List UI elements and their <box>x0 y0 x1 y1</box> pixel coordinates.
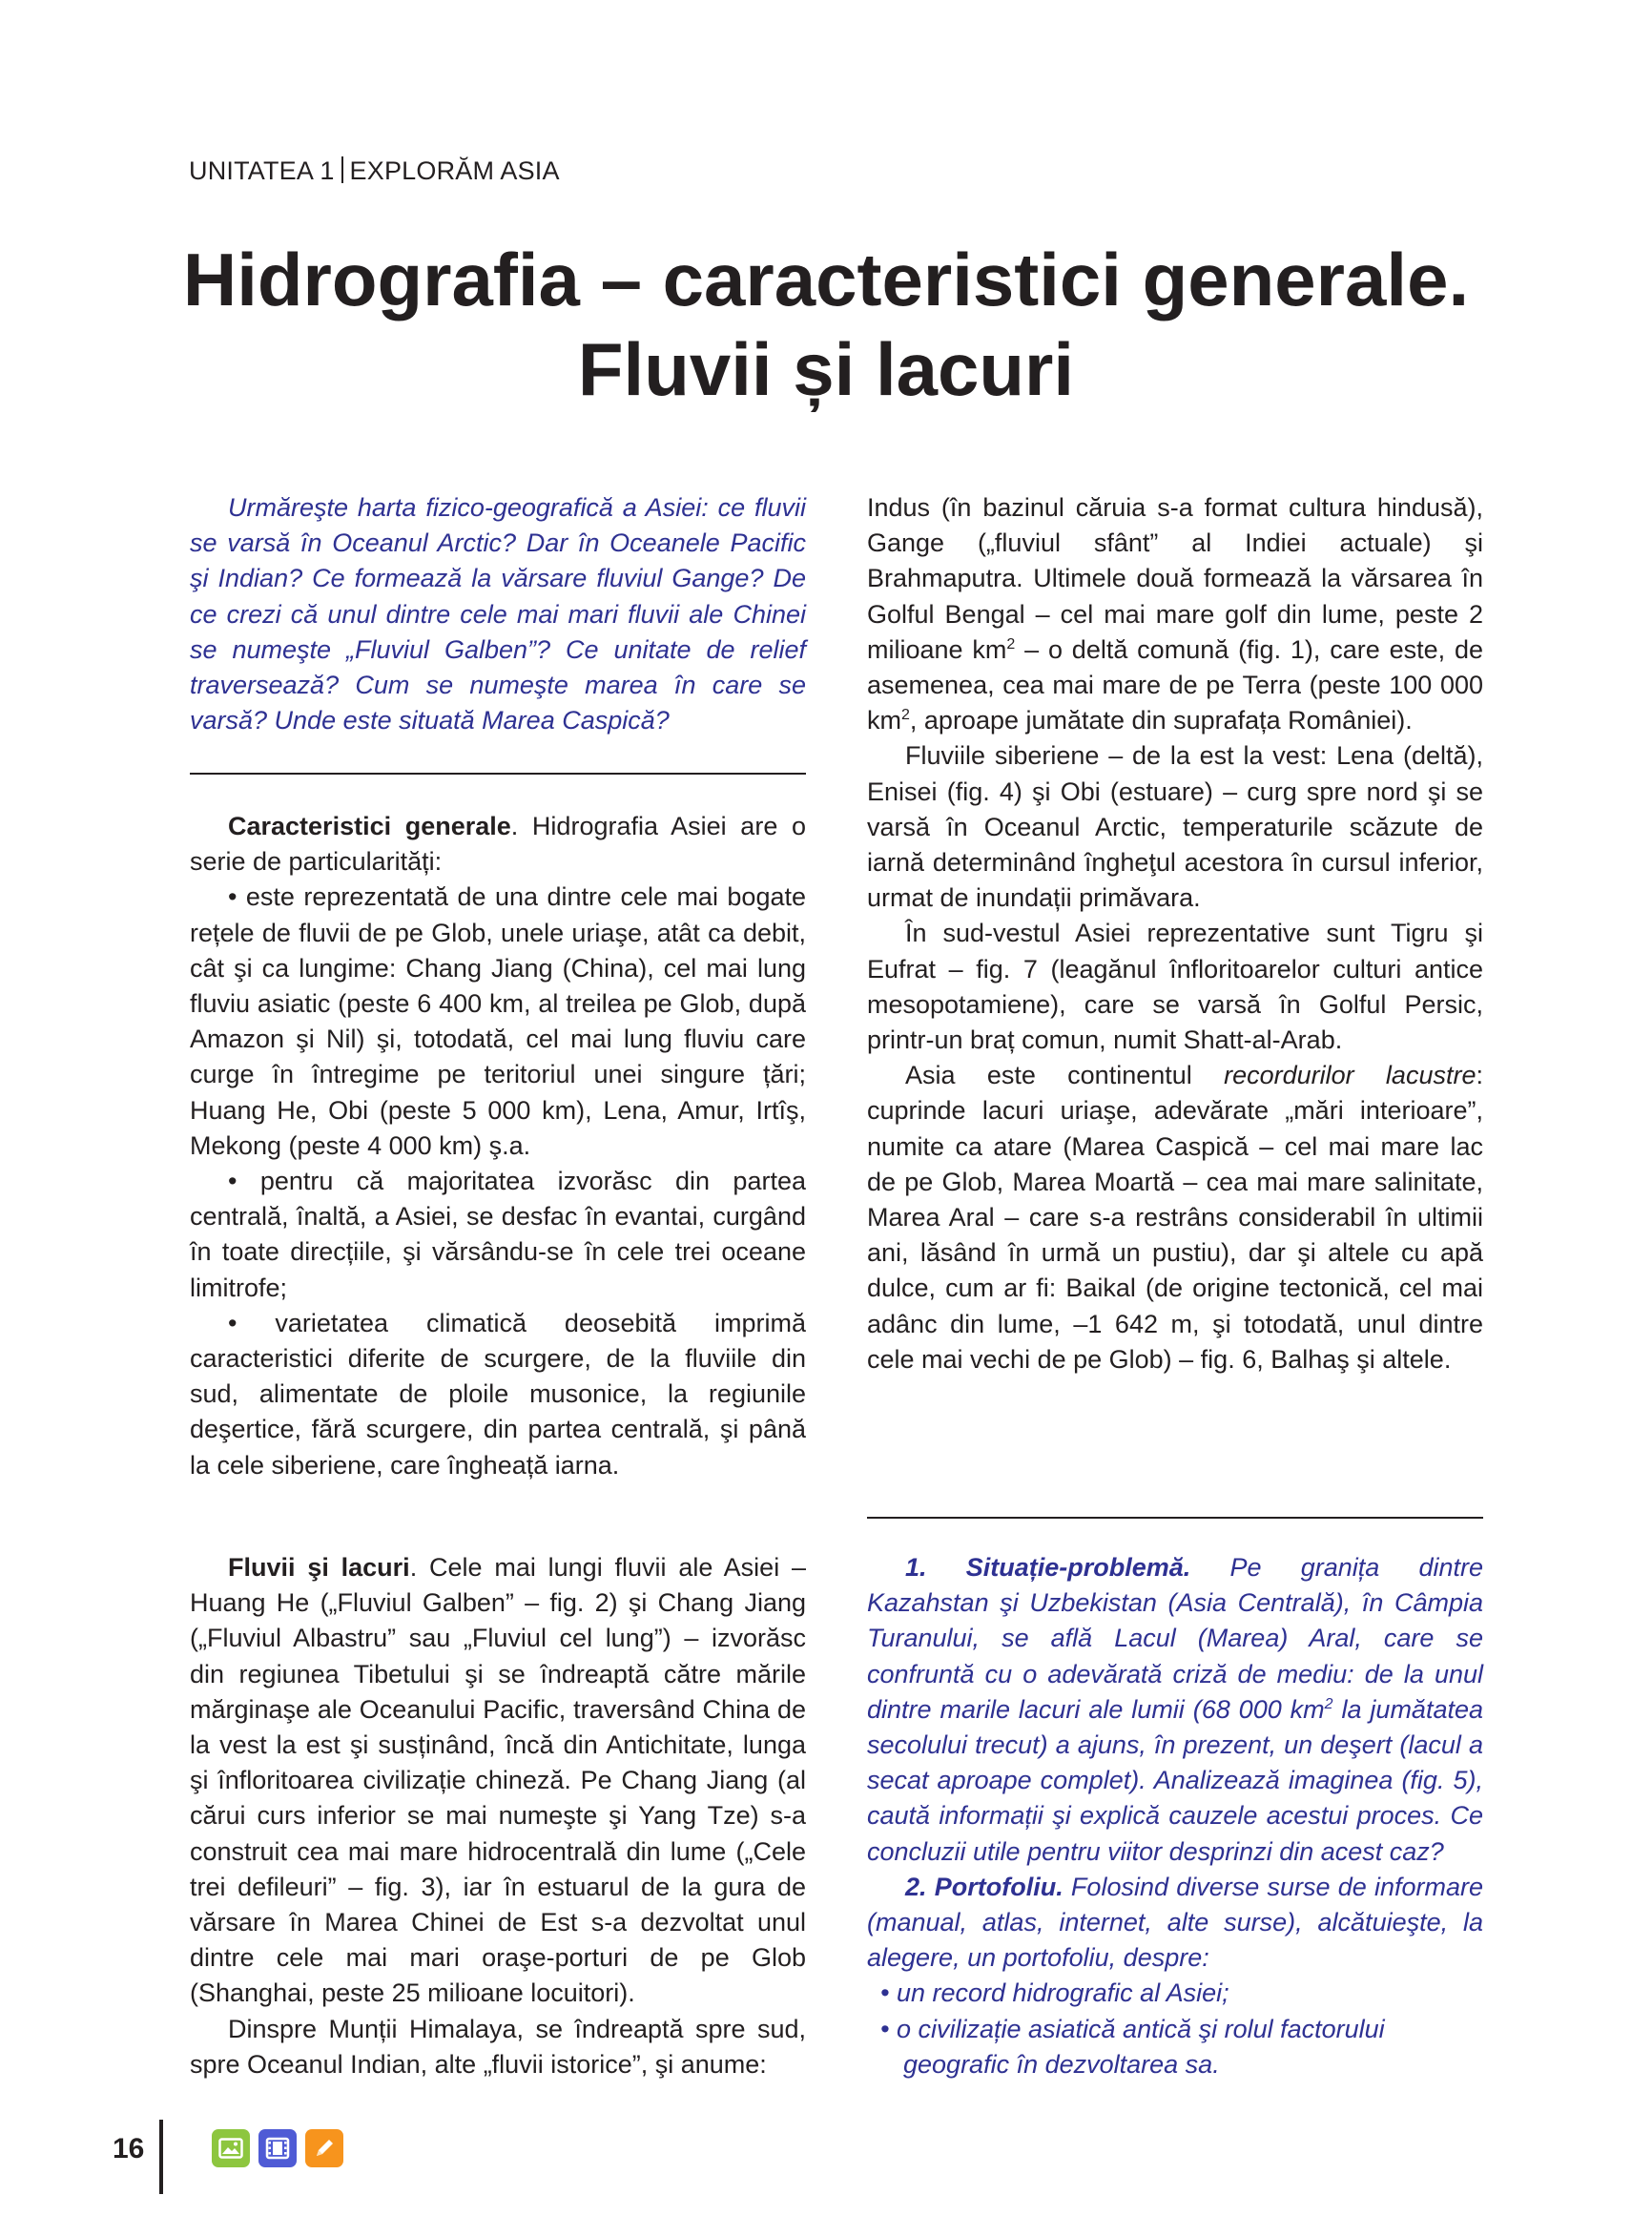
general-characteristics-intro <box>190 809 806 880</box>
indus-text-a: Indus (în bazinul căruia s-a format cultura hindusă), Gange („fluviul sfânt” al Indiei actuale) şi Brahmaputra. Ultimele două formează la vărsarea în Golful Bengal – cel mai mare golf din lume, peste 2 milioane km <box>867 493 1483 664</box>
general-characteristics-section <box>190 809 806 1483</box>
film-icon[interactable] <box>258 2129 297 2167</box>
tigris-euphrates-paragraph: În sud-vestul Asiei reprezentative sunt Tigru şi Eufrat – fig. 7 (leagănul înfloritoarelor culturi antice mesopotamiene), care se varsă în Golful Persic, printr-un braț comun, numit Shatt-al-Arab. <box>867 919 1483 1055</box>
rivers-lakes-paragraph <box>190 1550 806 2012</box>
title-line-2: Fluvii și lacuri <box>577 327 1075 411</box>
lakes-paragraph <box>867 1058 1483 1377</box>
himalaya-paragraph: Dinspre Munții Himalaya, se îndreaptă spre sud, spre Oceanul Indian, alte „fluvii istorice”, şi anume: <box>190 2014 806 2079</box>
task-1-text-a: Pe granița dintre Kazahstan şi Uzbekistan (Asia Centrală), în Câmpia Turanului, se află Lacul (Marea) Aral, care se confruntă cu o adevărată criză de mediu: de la unul dintre marile lacuri ale lumii (68 000 km <box>867 1553 1483 1724</box>
indus-text-c: , aproape jumătate din suprafața României). <box>909 706 1413 735</box>
bullet-3: • varietatea climatică deosebită imprimă caracteristici diferite de scurgere, de la fluviile din sud, alimentate de ploile musonice, la regiunile deşertice, fără scurgere, din partea centrală, şi până la cele siberiene, care îngheață iarna. <box>190 1308 806 1480</box>
unit-label: UNITATEA 1 <box>189 156 335 185</box>
page-number-bar <box>159 2120 163 2194</box>
task-2 <box>867 1870 1483 1977</box>
pencil-icon[interactable] <box>305 2129 343 2167</box>
tasks-section <box>867 1550 1483 2082</box>
rivers-lakes-heading: Fluvii şi lacuri <box>228 1553 410 1582</box>
right-divider <box>867 1517 1483 1519</box>
task-2-label: 2. Portofoliu. <box>905 1872 1063 1901</box>
task-1-text-b: la jumătatea secolului trecut) a ajuns, în prezent, un deşert (lacul a secat aproape complet). Analizează imaginea (fig. 5), caută informații şi explică cauzele acestui proces. Ce concluzii utile pentru viitor desprinzi din acest caz? <box>867 1694 1484 1866</box>
title-line-1: Hidrografia – caracteristici generale. <box>182 238 1470 321</box>
page-title <box>0 235 1652 414</box>
task-1-label: 1. Situație-problemă. <box>905 1553 1191 1582</box>
right-column <box>867 490 1483 1377</box>
general-characteristics-heading: Caracteristici generale <box>228 812 511 840</box>
indus-gange-paragraph <box>867 490 1483 738</box>
section-label: EXPLORĂM ASIA <box>349 156 560 185</box>
left-column <box>190 490 806 738</box>
indus-text-b: – o deltă comună (fig. 1), care este, de asemenea, cea mai mare de pe Terra (peste 100 000 km <box>867 634 1483 735</box>
superscript-2: 2 <box>1324 1695 1333 1712</box>
lakes-text-a: Asia este continentul <box>905 1061 1225 1090</box>
task-2-item-2: • o civilizație asiatică antică şi rolul factorului geografic în dezvoltarea sa. <box>880 2014 1385 2079</box>
page-number: 16 <box>113 2133 145 2164</box>
task-1 <box>867 1550 1483 1870</box>
intro-questions: Urmăreşte harta fizico-geografică a Asiei: ce fluvii se varsă în Oceanul Arctic? Dar în Oceanele Pacific şi Indian? Ce formează la vărsare fluviul Gange? De ce crezi că unul dintre cele mai mari fluvii ale Chinei se numeşte „Fluviul Galben”? Ce unitate de relief traversează? Cum se numeşte marea în care se varsă? Unde este situată Marea Caspică? <box>190 493 806 735</box>
superscript-2: 2 <box>901 707 910 724</box>
general-characteristics-text: . Hidrografia Asiei are o serie de particularități: <box>190 812 806 877</box>
task-2-item-1: • un record hidrografic al Asiei; <box>880 1978 1229 2008</box>
unit-header <box>189 156 560 186</box>
siberian-rivers-paragraph: Fluviile siberiene – de la est la vest: Lena (deltă), Enisei (fig. 4) şi Obi (estuare) – curg spre nord şi se varsă în Oceanul Arctic, temperaturile scăzute de iarnă determinând îngheţul acestora în cursul inferior, urmat de inundații primăvara. <box>867 741 1483 913</box>
lakes-text-emphasis: recordurilor lacustre <box>1224 1061 1476 1090</box>
bullet-1: • este reprezentată de una dintre cele mai bogate rețele de fluvii de pe Glob, unele uriaşe, atât ca debit, cât şi ca lungime: Chang Jiang (China), cel mai lung fluviu asiatic (peste 6 400 km, al treilea pe Glob, după Amazon şi Nil) şi, totodată, cel mai lung fluviu care curge în întregime pe teritoriul unei singure țări; Huang He, Obi (peste 5 000 km), Lena, Amur, Irtîş, Mekong (peste 4 000 km) ş.a. <box>190 882 806 1160</box>
task-2-text: Folosind diverse surse de informare (manual, atlas, internet, alte surse), alcătuieşte, la alegere, un portofoliu, despre: <box>867 1872 1483 1973</box>
rivers-lakes-text: . Cele mai lungi fluvii ale Asiei – Huang He („Fluviul Galben” – fig. 2) şi Chang Jiang („Fluviul Albastru” sau „Fluviul cel lung”) – izvorăsc din regiunea Tibetului şi se îndreaptă către mările mărginaşe ale Oceanului Pacific, traversând China de la vest la est şi susținând, încă din Antichitate, lunga şi înfloritoarea civilizație chineză. Pe Chang Jiang (al cărui curs inferior se mai numeşte şi Yang Tze) s-a construit cea mai mare hidrocentrală din lume („Cele trei defileuri” – fig. 3), iar în estuarul de la gura de vărsare în Marea Chinei de Est s-a dezvoltat unul dintre cele mai mari oraşe-porturi de pe Glob (Shanghai, peste 25 milioane locuitori). <box>190 1553 807 2008</box>
superscript-2: 2 <box>1006 635 1016 652</box>
header-separator <box>341 156 343 183</box>
image-icon[interactable] <box>212 2129 250 2167</box>
left-divider-1 <box>190 773 806 775</box>
lakes-text-c: : cuprinde lacuri uriaşe, adevărate „mări interioare”, numite ca atare (Marea Caspică – cel mai mare lac de pe Glob, Marea Moartă – cea mai mare salinitate, Marea Aral – care s-a restrâns considerabil în ultimii ani, lăsând în urmă un pustiu), dar şi altele cu apă dulce, cum ar fi: Baikal (de origine tectonică, cel mai adânc din lume, –1 642 m, şi totodată, unul dintre cele mai vechi de pe Glob) – fig. 6, Balhaş şi altele. <box>867 1061 1483 1374</box>
bullet-2: • pentru că majoritatea izvorăsc din partea centrală, înaltă, a Asiei, se desfac în evantai, curgând în toate direcțiile, şi vărsându-se în cele trei oceane limitrofe; <box>190 1167 806 1302</box>
rivers-lakes-section <box>190 1550 806 2082</box>
